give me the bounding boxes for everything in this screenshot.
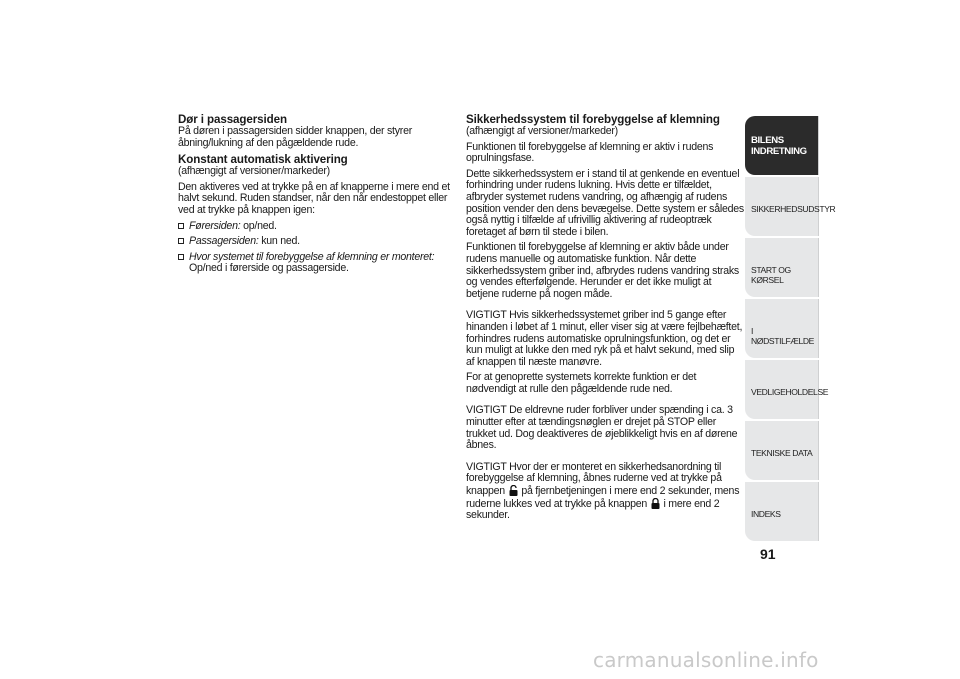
- page-number: 91: [760, 546, 776, 562]
- tab-i-nodstilfaelde[interactable]: I NØDSTILFÆLDE: [745, 299, 819, 358]
- section-heading-passenger-door: Dør i passagersiden: [178, 113, 287, 126]
- lock-icon: [651, 498, 660, 509]
- unlock-icon: [509, 485, 518, 496]
- section-heading-automatic-activation: Konstant automatisk aktivering: [178, 153, 348, 167]
- tab-start-og-korsel[interactable]: START OG KØRSEL: [745, 238, 819, 297]
- list-item-text: Op/ned i førerside og passagerside.: [189, 262, 349, 275]
- tab-bilens-indretning[interactable]: BILENS INDRETNING: [745, 116, 819, 175]
- checkbox-bullet-icon: [178, 223, 184, 229]
- subheading-note: (afhængigt af versioner/markeder): [178, 165, 330, 178]
- tab-sikkerhedsudstyr[interactable]: SIKKERHEDSUDSTYR: [745, 177, 819, 236]
- paragraph: Dette sikkerhedssystem er i stand til at genkende en eventuel forhindring under rudens lukning. Hvis dette er tilfældet, afbryder systemet rudens vandring, og afhængig af rudens position vender den dens bevægelse. Dette system er således også nyttig i tilfælde af ufrivillig aktivering af rudeoptræk foretaget af børn til stede i bilen.: [466, 167, 744, 238]
- list-item-text: op/ned.: [240, 219, 277, 232]
- paragraph: Den aktiveres ved at trykke på en af knapperne i mere end et halvt sekund. Ruden standser, når den når endestoppet eller ved at trykke på knappen igen:: [178, 180, 450, 216]
- section-heading-anti-pinch: Sikkerhedssystem til forebyggelse af klemning: [466, 113, 720, 126]
- watermark: carmanualsonline.info: [593, 648, 819, 672]
- list-item: [178, 221, 453, 233]
- tab-tekniske-data[interactable]: TEKNISKE DATA: [745, 421, 819, 480]
- paragraph-text: i mere end 2 sekunder.: [466, 497, 720, 522]
- list-item-label: Passagersiden:: [189, 235, 259, 248]
- paragraph-text: på fjernbetjeningen i mere end 2 sekunder, mens ruderne lukkes ved at trykke på knappen: [466, 485, 740, 510]
- left-column: [178, 113, 453, 279]
- tab-vedligeholdelse[interactable]: VEDLIGEHOLDELSE: [745, 360, 819, 419]
- paragraph: Funktionen til forebyggelse af klemning er aktiv i rudens oprulningsfase.: [466, 140, 714, 165]
- paragraph: På døren i passagersiden sidder knappen, der styrer åbning/lukning af den pågældende rude.: [178, 125, 412, 149]
- paragraph: For at genoprette systemets korrekte funktion er det nødvendigt at rulle den pågældende rude ned.: [466, 371, 697, 395]
- checkbox-bullet-icon: [178, 238, 184, 244]
- paragraph-important: VIGTIGT De eldrevne ruder forbliver under spænding i ca. 3 minutter efter at tændingsnøglen er drejet på STOP eller trukket ud. Dog deaktiveres de øjeblikkeligt hvis en af dørene åbnes.: [466, 404, 738, 452]
- subheading-note: (afhængigt af versioner/markeder): [466, 125, 618, 137]
- paragraph-text: VIGTIGT Hvor der er monteret en sikkerhedsanordning til forebyggelse af klemning, åbnes ruderne ved at trykke på knappen: [466, 460, 722, 498]
- list-item: [178, 236, 453, 248]
- paragraph-important: VIGTIGT Hvis sikkerhedssystemet griber ind 5 gange efter hinanden i løbet af 1 minut, eller viser sig at være fejlbehæftet, forhindres rudens automatiske oprulningsfunktion, og det er kun muligt at lukke den med ryk på et halvt sekund, med slip af knappen til næste manøvre.: [466, 309, 743, 368]
- list-item-text: kun ned.: [258, 235, 300, 248]
- checkbox-bullet-icon: [178, 254, 184, 260]
- chapter-tabs: [745, 116, 836, 543]
- paragraph-important: [466, 462, 744, 522]
- tab-indeks[interactable]: INDEKS: [745, 482, 819, 541]
- right-column: [466, 113, 744, 526]
- list-item-label: Hvor systemet til forebyggelse af klemning er monteret:: [189, 250, 435, 263]
- paragraph: Funktionen til forebyggelse af klemning er aktiv både under rudens manuelle og automatiske funktion. Når dette sikkerhedssystem griber ind, afbrydes rudens vandring straks og vendes efterfølgende. Herunder er det ikke muligt at betjene ruderne på nogen måde.: [466, 241, 739, 300]
- list-item-label: Førersiden:: [189, 219, 241, 232]
- list-item: [178, 252, 453, 275]
